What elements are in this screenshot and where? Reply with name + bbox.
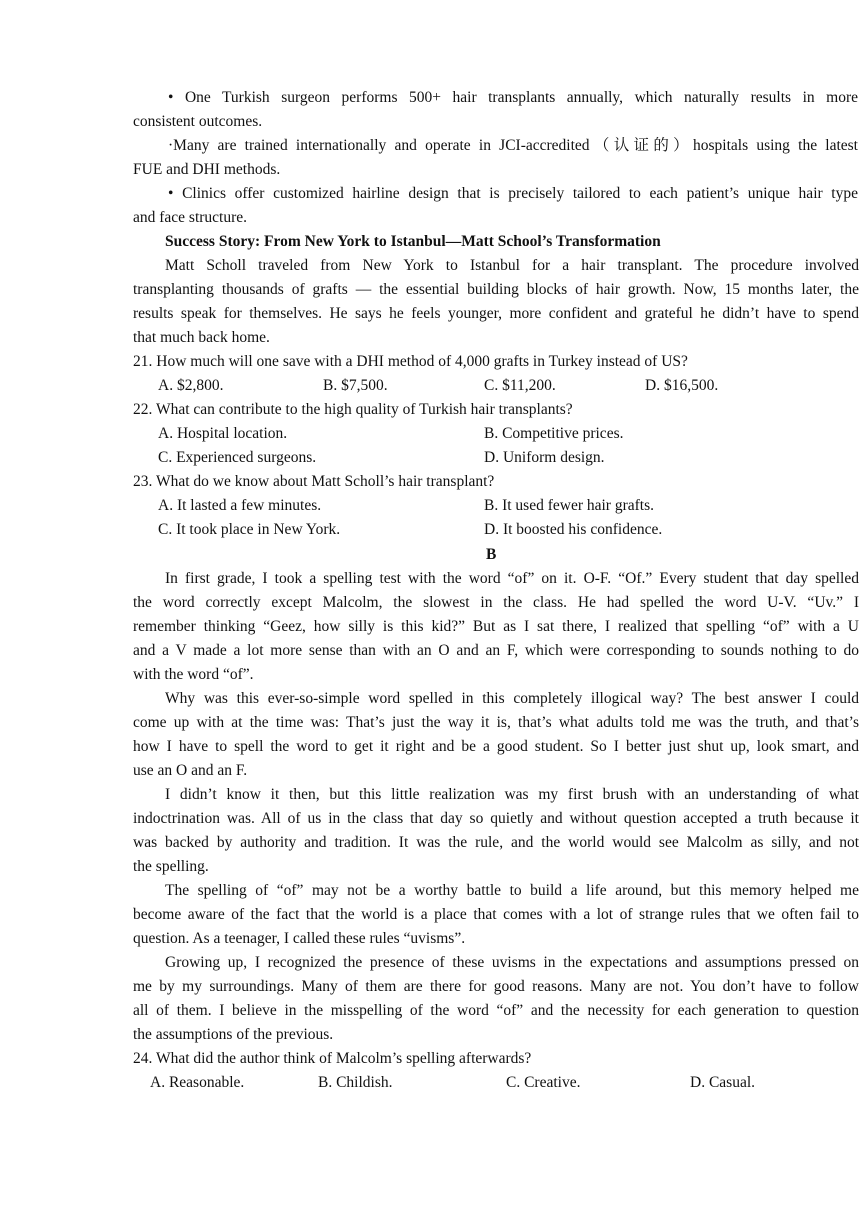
passage-b-p5-line-4: the assumptions of the previous. <box>133 1026 334 1043</box>
bullet-2-line-2: FUE and DHI methods. <box>133 161 281 178</box>
question-24-option-d[interactable]: D. Casual. <box>690 1074 756 1091</box>
question-22-option-a[interactable]: A. Hospital location. <box>158 425 288 442</box>
question-21-stem: 21. How much will one save with a DHI method of 4,000 grafts in Turkey instead of US? <box>133 353 688 370</box>
passage-b-p2-line-2: come up with at the time was: That’s just the way it is, that’s what adults told me was the truth, and that’s <box>133 714 859 731</box>
passage-b-p1-line-2: the word correctly except Malcolm, the slowest in the class. He had spelled the word U-V. “Uv.” I <box>133 594 859 611</box>
story-line-1: Matt Scholl traveled from New York to Istanbul for a hair transplant. The procedure involved <box>165 257 859 274</box>
story-title: Success Story: From New York to Istanbul—Matt School’s Transformation <box>165 233 661 250</box>
passage-b-p1-line-4: and a V made a lot more sense than with an O and an F, which were corresponding to sounds nothing to do <box>133 642 859 659</box>
question-23-option-a[interactable]: A. It lasted a few minutes. <box>158 497 322 514</box>
passage-b-p2-line-4: use an O and an F. <box>133 762 248 779</box>
question-22-option-d[interactable]: D. Uniform design. <box>484 449 605 466</box>
story-line-3: results speak for themselves. He says he feels younger, more confident and grateful he didn’t have to spend <box>133 305 859 322</box>
question-21-option-a[interactable]: A. $2,800. <box>158 377 224 394</box>
passage-b-p1-line-3: remember thinking “Geez, how silly is this kid?” But as I sat there, I realized that spelling “of” with a U <box>133 618 859 635</box>
story-line-2: transplanting thousands of grafts — the essential building blocks of hair growth. Now, 15 months later, the <box>133 281 859 298</box>
story-line-4: that much back home. <box>133 329 270 346</box>
passage-b-p2-line-1: Why was this ever-so-simple word spelled in this completely illogical way? The best answer I could <box>165 690 859 707</box>
passage-b-p5-line-3: all of them. I believe in the misspelling of the word “of” and the necessity for each generation to question <box>133 1002 859 1019</box>
question-24-option-c[interactable]: C. Creative. <box>506 1074 581 1091</box>
question-23-option-b[interactable]: B. It used fewer hair grafts. <box>484 497 655 514</box>
passage-b-p4-line-2: become aware of the fact that the world is a place that comes with a lot of strange rules that we often fail to <box>133 906 859 923</box>
bullet-3-line-2: and face structure. <box>133 209 248 226</box>
passage-b-p2-line-3: how I have to spell the word to get it right and be a good student. So I better just shut up, look smart, and <box>133 738 859 755</box>
question-23-stem: 23. What do we know about Matt Scholl’s hair transplant? <box>133 473 495 490</box>
question-23-option-d[interactable]: D. It boosted his confidence. <box>484 521 663 538</box>
question-22-option-c[interactable]: C. Experienced surgeons. <box>158 449 317 466</box>
passage-b-p4-line-3: question. As a teenager, I called these rules “uvisms”. <box>133 930 466 947</box>
passage-b-p3-line-4: the spelling. <box>133 858 209 875</box>
bullet-1-line-2: consistent outcomes. <box>133 113 263 130</box>
question-24-option-a[interactable]: A. Reasonable. <box>150 1074 245 1091</box>
question-21-option-c[interactable]: C. $11,200. <box>484 377 556 394</box>
bullet-2-line-1: ·Many are trained internationally and operate in JCI-accredited（认证的）hospitals using the latest <box>168 137 858 154</box>
passage-b-p4-line-1: The spelling of “of” may not be a worthy battle to build a life around, but this memory helped me <box>165 882 859 899</box>
question-21-option-d[interactable]: D. $16,500. <box>645 377 719 394</box>
passage-b-p5-line-2: me by my surroundings. Many of them are there for good reasons. Many are not. You don’t have to follow <box>133 978 859 995</box>
passage-b-p3-line-3: was backed by authority and tradition. It was the rule, and the world would see Malcolm as silly, and not <box>133 834 859 851</box>
question-24-stem: 24. What did the author think of Malcolm’s spelling afterwards? <box>133 1050 532 1067</box>
bullet-1-line-1: • One Turkish surgeon performs 500+ hair transplants annually, which naturally results in more <box>168 89 858 106</box>
question-24-option-b[interactable]: B. Childish. <box>318 1074 393 1091</box>
passage-b-p3-line-2: indoctrination was. All of us in the class that day so quietly and without question accepted a truth because it <box>133 810 859 827</box>
question-23-option-c[interactable]: C. It took place in New York. <box>158 521 341 538</box>
passage-b-p5-line-1: Growing up, I recognized the presence of these uvisms in the expectations and assumptions pressed on <box>165 954 859 971</box>
section-b-heading: B <box>486 546 497 563</box>
passage-b-p1-line-1: In first grade, I took a spelling test with the word “of” on it. O-F. “Of.” Every student that day spelled <box>165 570 859 587</box>
passage-b-p1-line-5: with the word “of”. <box>133 666 254 683</box>
question-22-option-b[interactable]: B. Competitive prices. <box>484 425 624 442</box>
bullet-3-line-1: • Clinics offer customized hairline design that is precisely tailored to each patient’s unique hair type <box>168 185 858 202</box>
passage-b-p3-line-1: I didn’t know it then, but this little realization was my first brush with an understanding of what <box>165 786 859 803</box>
question-21-option-b[interactable]: B. $7,500. <box>323 377 388 394</box>
question-22-stem: 22. What can contribute to the high quality of Turkish hair transplants? <box>133 401 573 418</box>
